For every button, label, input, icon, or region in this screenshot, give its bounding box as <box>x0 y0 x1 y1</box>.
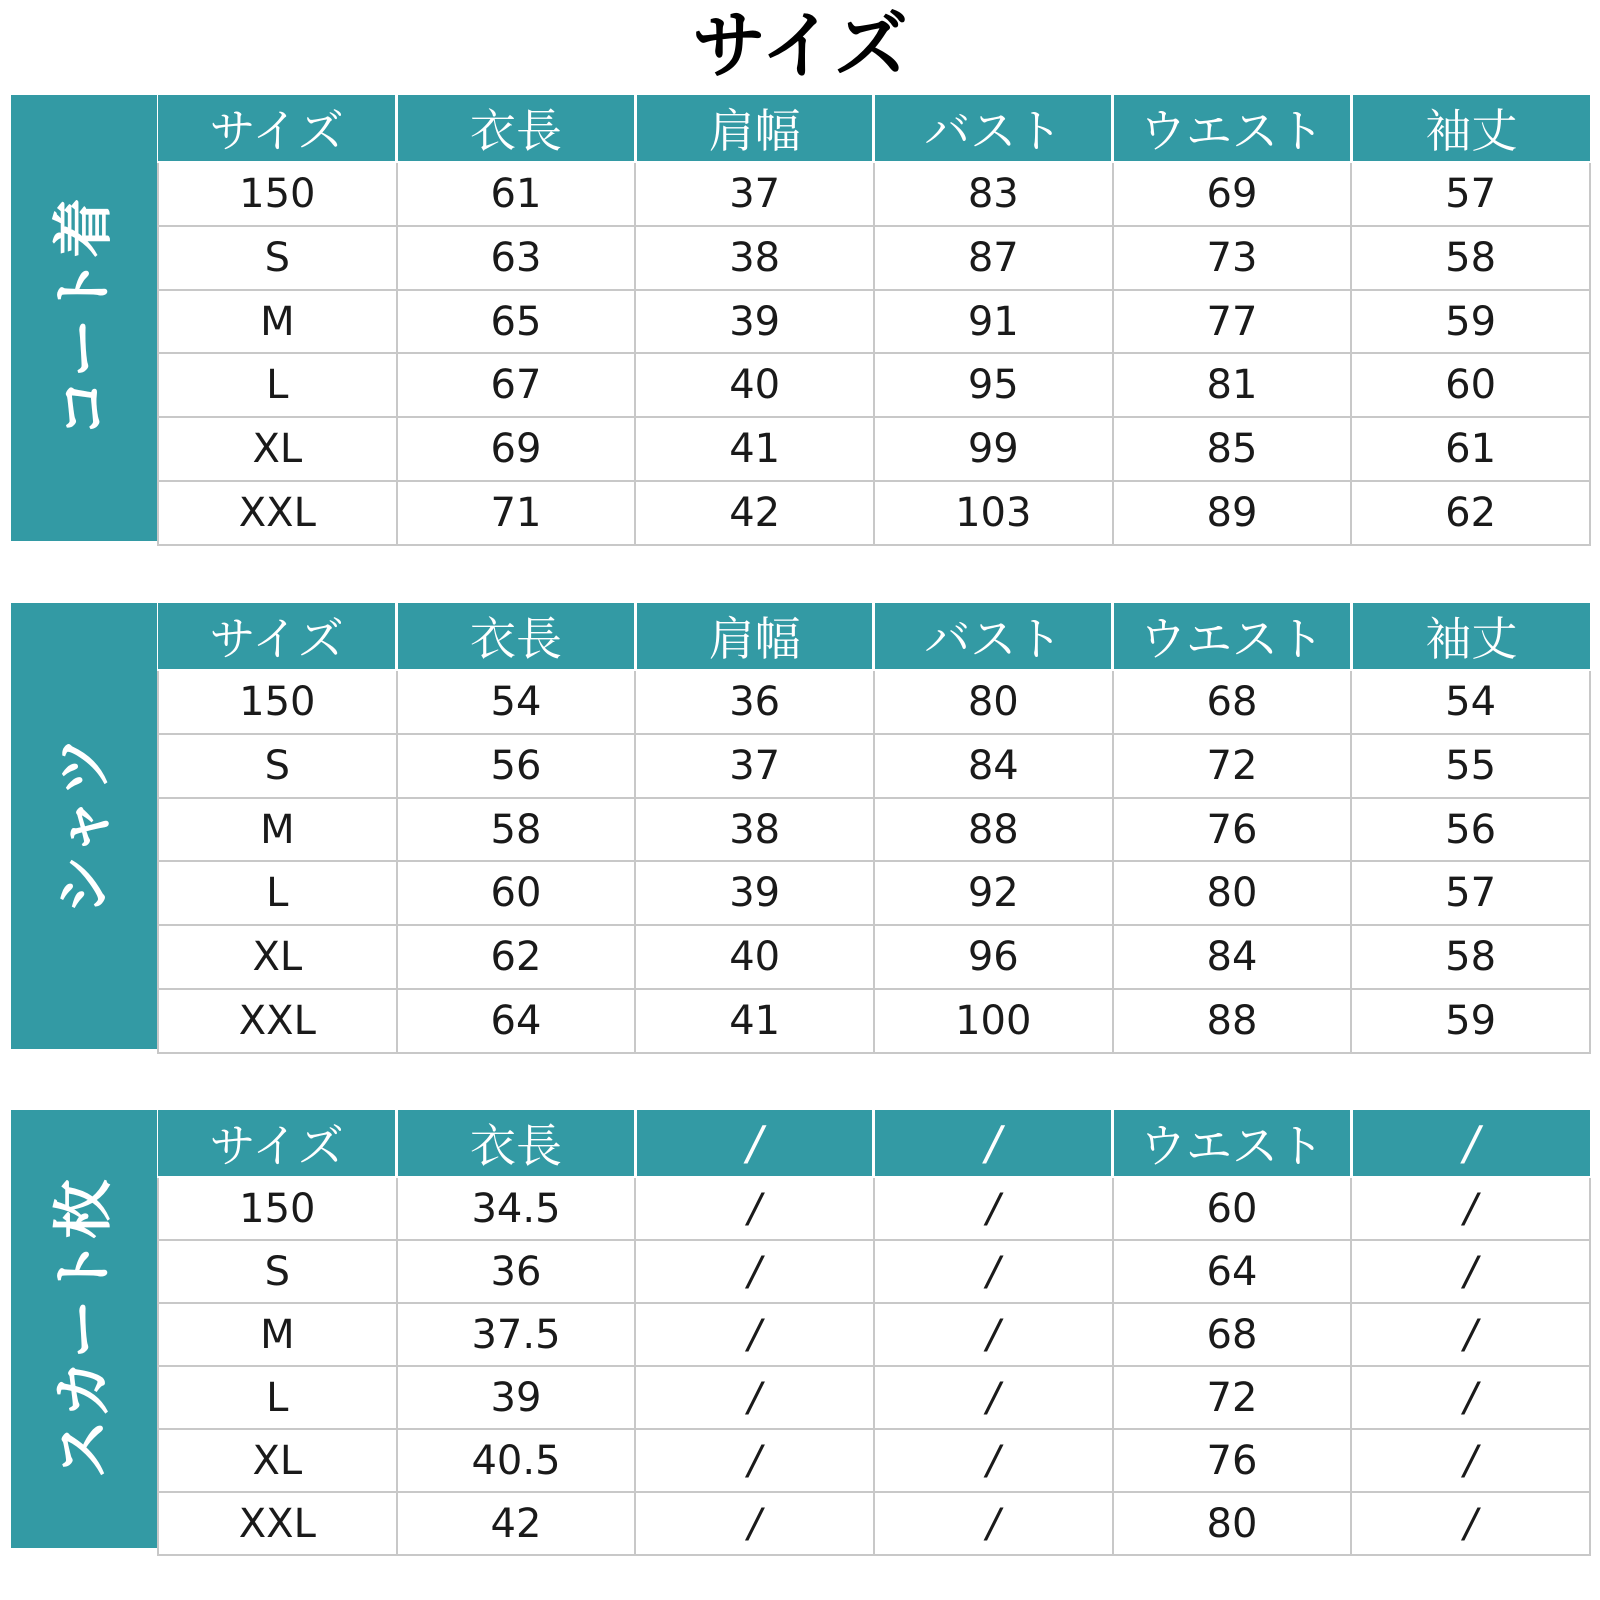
measurement-cell: 65 <box>397 290 636 354</box>
measurement-cell: 40 <box>635 353 874 417</box>
measurement-cell: / <box>635 1429 874 1492</box>
page-title: サイズ <box>691 3 909 89</box>
category-label-panel <box>11 95 157 541</box>
size-cell: 150 <box>158 670 397 734</box>
measurement-cell: / <box>874 1429 1113 1492</box>
measurement-cell: 59 <box>1351 989 1590 1053</box>
measurement-cell: 72 <box>1113 734 1352 798</box>
column-header: ウエスト <box>1113 603 1352 670</box>
measurement-cell: 40 <box>635 925 874 989</box>
measurement-cell: 69 <box>1113 162 1352 226</box>
measurement-cell: 71 <box>397 481 636 545</box>
size-cell: S <box>158 1240 397 1303</box>
measurement-cell: / <box>1351 1429 1590 1492</box>
table-row <box>158 734 1590 798</box>
measurement-cell: / <box>635 1240 874 1303</box>
measurement-cell: 76 <box>1113 798 1352 862</box>
column-header: 衣長 <box>397 603 636 670</box>
measurement-cell: 68 <box>1113 670 1352 734</box>
measurement-cell: 54 <box>397 670 636 734</box>
measurement-cell: 37.5 <box>397 1303 636 1366</box>
column-header: 袖丈 <box>1351 603 1590 670</box>
size-cell: S <box>158 734 397 798</box>
measurement-cell: 60 <box>1351 353 1590 417</box>
measurement-cell: 62 <box>397 925 636 989</box>
column-header: サイズ <box>158 1110 397 1177</box>
measurement-cell: 83 <box>874 162 1113 226</box>
category-label: スカート枚 <box>49 1179 119 1479</box>
size-cell: XXL <box>158 481 397 545</box>
measurement-cell: 37 <box>635 162 874 226</box>
measurement-cell: 67 <box>397 353 636 417</box>
table-row <box>158 989 1590 1053</box>
measurement-cell: / <box>635 1366 874 1429</box>
measurement-cell: / <box>874 1177 1113 1240</box>
size-cell: XL <box>158 925 397 989</box>
measurement-cell: 81 <box>1113 353 1352 417</box>
measurement-cell: 84 <box>1113 925 1352 989</box>
column-header: / <box>635 1110 874 1177</box>
size-cell: L <box>158 1366 397 1429</box>
column-header: 衣長 <box>397 1110 636 1177</box>
measurement-cell: 38 <box>635 798 874 862</box>
measurement-cell: 39 <box>635 861 874 925</box>
size-cell: L <box>158 861 397 925</box>
size-cell: L <box>158 353 397 417</box>
size-table <box>157 95 1591 546</box>
measurement-cell: 103 <box>874 481 1113 545</box>
measurement-cell: / <box>1351 1366 1590 1429</box>
table-row <box>158 1177 1590 1240</box>
measurement-cell: 55 <box>1351 734 1590 798</box>
size-cell: M <box>158 798 397 862</box>
measurement-cell: 99 <box>874 417 1113 481</box>
size-table-block <box>11 95 1589 541</box>
column-header: 衣長 <box>397 95 636 162</box>
size-cell: S <box>158 226 397 290</box>
column-header: バスト <box>874 95 1113 162</box>
measurement-cell: 56 <box>397 734 636 798</box>
measurement-cell: 39 <box>397 1366 636 1429</box>
measurement-cell: / <box>1351 1303 1590 1366</box>
column-header: ウエスト <box>1113 95 1352 162</box>
measurement-cell: 54 <box>1351 670 1590 734</box>
size-cell: 150 <box>158 162 397 226</box>
measurement-cell: 36 <box>635 670 874 734</box>
measurement-cell: 61 <box>397 162 636 226</box>
column-header: バスト <box>874 603 1113 670</box>
measurement-cell: 41 <box>635 417 874 481</box>
measurement-cell: 56 <box>1351 798 1590 862</box>
measurement-cell: / <box>635 1492 874 1555</box>
category-label-panel <box>11 603 157 1049</box>
measurement-cell: / <box>874 1303 1113 1366</box>
measurement-cell: 42 <box>397 1492 636 1555</box>
measurement-cell: 80 <box>1113 861 1352 925</box>
column-header: / <box>874 1110 1113 1177</box>
table-row <box>158 417 1590 481</box>
measurement-cell: 88 <box>1113 989 1352 1053</box>
table-row <box>158 798 1590 862</box>
measurement-cell: 61 <box>1351 417 1590 481</box>
size-cell: M <box>158 1303 397 1366</box>
size-cell: XXL <box>158 989 397 1053</box>
header-row <box>158 1110 1590 1177</box>
table-row <box>158 861 1590 925</box>
table-row <box>158 290 1590 354</box>
measurement-cell: 36 <box>397 1240 636 1303</box>
size-table-block <box>11 603 1589 1049</box>
header-row <box>158 603 1590 670</box>
column-header: 袖丈 <box>1351 95 1590 162</box>
measurement-cell: 88 <box>874 798 1113 862</box>
category-label-panel <box>11 1110 157 1548</box>
measurement-cell: 59 <box>1351 290 1590 354</box>
measurement-cell: 60 <box>397 861 636 925</box>
table-row <box>158 481 1590 545</box>
measurement-cell: / <box>635 1177 874 1240</box>
measurement-cell: 80 <box>874 670 1113 734</box>
column-header: 肩幅 <box>635 603 874 670</box>
measurement-cell: 60 <box>1113 1177 1352 1240</box>
column-header: サイズ <box>158 95 397 162</box>
measurement-cell: 41 <box>635 989 874 1053</box>
measurement-cell: 57 <box>1351 861 1590 925</box>
measurement-cell: 84 <box>874 734 1113 798</box>
measurement-cell: 73 <box>1113 226 1352 290</box>
measurement-cell: 76 <box>1113 1429 1352 1492</box>
category-label: シャツ <box>49 736 119 916</box>
measurement-cell: / <box>874 1366 1113 1429</box>
measurement-cell: 42 <box>635 481 874 545</box>
size-table-block <box>11 1110 1589 1548</box>
measurement-cell: 100 <box>874 989 1113 1053</box>
measurement-cell: 64 <box>1113 1240 1352 1303</box>
measurement-cell: 57 <box>1351 162 1590 226</box>
table-row <box>158 1366 1590 1429</box>
table-row <box>158 1240 1590 1303</box>
measurement-cell: 80 <box>1113 1492 1352 1555</box>
measurement-cell: 96 <box>874 925 1113 989</box>
measurement-cell: / <box>1351 1240 1590 1303</box>
measurement-cell: 38 <box>635 226 874 290</box>
column-header: / <box>1351 1110 1590 1177</box>
measurement-cell: 58 <box>397 798 636 862</box>
table-row <box>158 1303 1590 1366</box>
measurement-cell: 34.5 <box>397 1177 636 1240</box>
size-table <box>157 1110 1591 1556</box>
table-row <box>158 353 1590 417</box>
measurement-cell: 63 <box>397 226 636 290</box>
table-row <box>158 1492 1590 1555</box>
table-row <box>158 226 1590 290</box>
header-row <box>158 95 1590 162</box>
measurement-cell: 58 <box>1351 226 1590 290</box>
measurement-cell: / <box>635 1303 874 1366</box>
table-row <box>158 1429 1590 1492</box>
measurement-cell: 91 <box>874 290 1113 354</box>
measurement-cell: 89 <box>1113 481 1352 545</box>
size-cell: M <box>158 290 397 354</box>
measurement-cell: 92 <box>874 861 1113 925</box>
measurement-cell: 40.5 <box>397 1429 636 1492</box>
size-table <box>157 603 1591 1054</box>
measurement-cell: 58 <box>1351 925 1590 989</box>
measurement-cell: / <box>874 1492 1113 1555</box>
table-row <box>158 670 1590 734</box>
table-row <box>158 162 1590 226</box>
size-cell: XL <box>158 1429 397 1492</box>
size-cell: XXL <box>158 1492 397 1555</box>
table-row <box>158 925 1590 989</box>
measurement-cell: 68 <box>1113 1303 1352 1366</box>
column-header: ウエスト <box>1113 1110 1352 1177</box>
measurement-cell: 72 <box>1113 1366 1352 1429</box>
measurement-cell: 62 <box>1351 481 1590 545</box>
measurement-cell: 77 <box>1113 290 1352 354</box>
measurement-cell: 85 <box>1113 417 1352 481</box>
measurement-cell: 69 <box>397 417 636 481</box>
column-header: サイズ <box>158 603 397 670</box>
measurement-cell: 95 <box>874 353 1113 417</box>
measurement-cell: 87 <box>874 226 1113 290</box>
measurement-cell: / <box>1351 1492 1590 1555</box>
size-cell: XL <box>158 417 397 481</box>
measurement-cell: 39 <box>635 290 874 354</box>
measurement-cell: 37 <box>635 734 874 798</box>
measurement-cell: / <box>1351 1177 1590 1240</box>
measurement-cell: / <box>874 1240 1113 1303</box>
size-cell: 150 <box>158 1177 397 1240</box>
measurement-cell: 64 <box>397 989 636 1053</box>
category-label: コート着 <box>49 198 119 438</box>
column-header: 肩幅 <box>635 95 874 162</box>
